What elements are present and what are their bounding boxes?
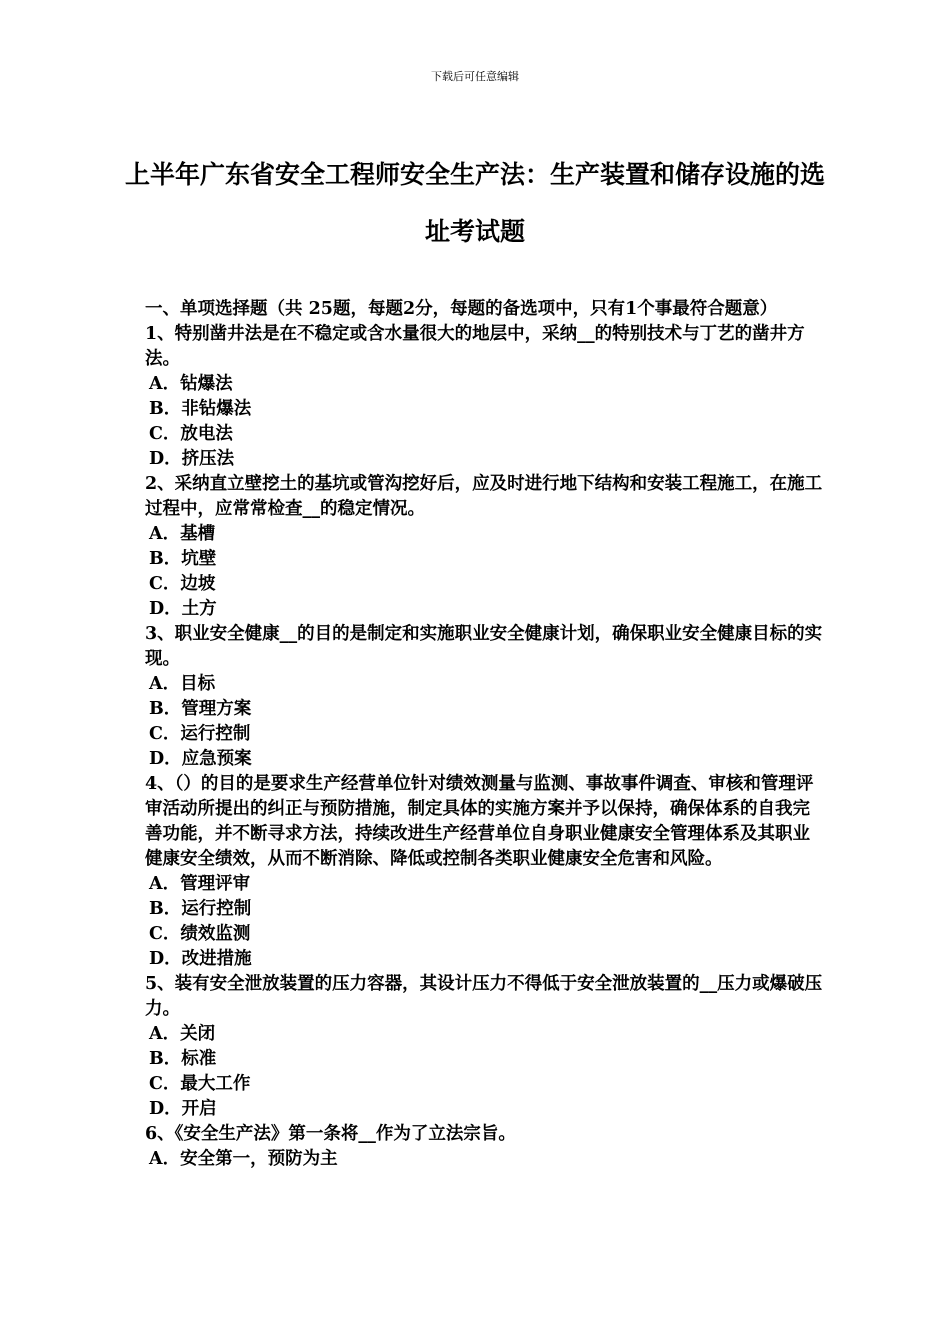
document-body [145,297,825,1172]
question-1: 1、特别凿井法是在不稳定或含水量很大的地层中，采纳__的特别技术与丁艺的凿井方法。 [145,324,805,369]
option-5c: C．最大工作 [149,1074,251,1094]
option-3d: D．应急预案 [149,749,252,769]
option-1c: C．放电法 [149,424,233,444]
option-6a: A．安全第一，预防为主 [149,1149,338,1169]
option-2c: C．边坡 [149,574,216,594]
section-heading: 一、单项选择题（共 25题，每题2分，每题的备选项中，只有1个事最符合题意） [145,299,778,319]
option-4b: B．运行控制 [149,899,252,919]
question-2: 2、采纳直立壁挖土的基坑或管沟挖好后，应及时进行地下结构和安装工程施工，在施工过程中，应常常检查__的稳定情况。 [145,474,823,519]
question-3: 3、职业安全健康__的目的是制定和实施职业安全健康计划，确保职业安全健康目标的实现。 [145,624,823,669]
option-3b: B．管理方案 [149,699,252,719]
document-title: 上半年广东省安全工程师安全生产法：生产装置和储存设施的选址考试题 [124,160,825,246]
option-5a: A．关闭 [149,1024,216,1044]
option-4a: A．管理评审 [149,874,251,894]
question-4: 4、（）的目的是要求生产经营单位针对绩效测量与监测、事故事件调查、审核和管理评审活动所提出的纠正与预防措施，制定具体的实施方案并予以保持，确保体系的自我完善功能，并不断寻求方法，持续改进生产经营单位自身职业健康安全管理体系及其职业健康安全绩效，从而不断消除、降低或控制各类职业健康安全危害和风险。 [145,774,814,869]
option-1b: B．非钻爆法 [149,399,252,419]
question-6: 6、《安全生产法》第一条将__作为了立法宗旨。 [145,1124,516,1144]
question-5: 5、装有安全泄放装置的压力容器，其设计压力不得低于安全泄放装置的__压力或爆破压力。 [145,974,823,1019]
option-2d: D．土方 [149,599,217,619]
option-3c: C．运行控制 [149,724,251,744]
option-3a: A．目标 [149,674,216,694]
option-4d: D．改进措施 [149,949,252,969]
option-2b: B．坑壁 [149,549,217,569]
option-1d: D．挤压法 [149,449,235,469]
option-2a: A．基槽 [149,524,216,544]
option-1a: A．钻爆法 [149,374,233,394]
option-4c: C．绩效监测 [149,924,251,944]
page-header: 下载后可任意编辑 [431,70,519,83]
option-5d: D．开启 [149,1099,217,1119]
option-5b: B．标准 [149,1049,217,1069]
